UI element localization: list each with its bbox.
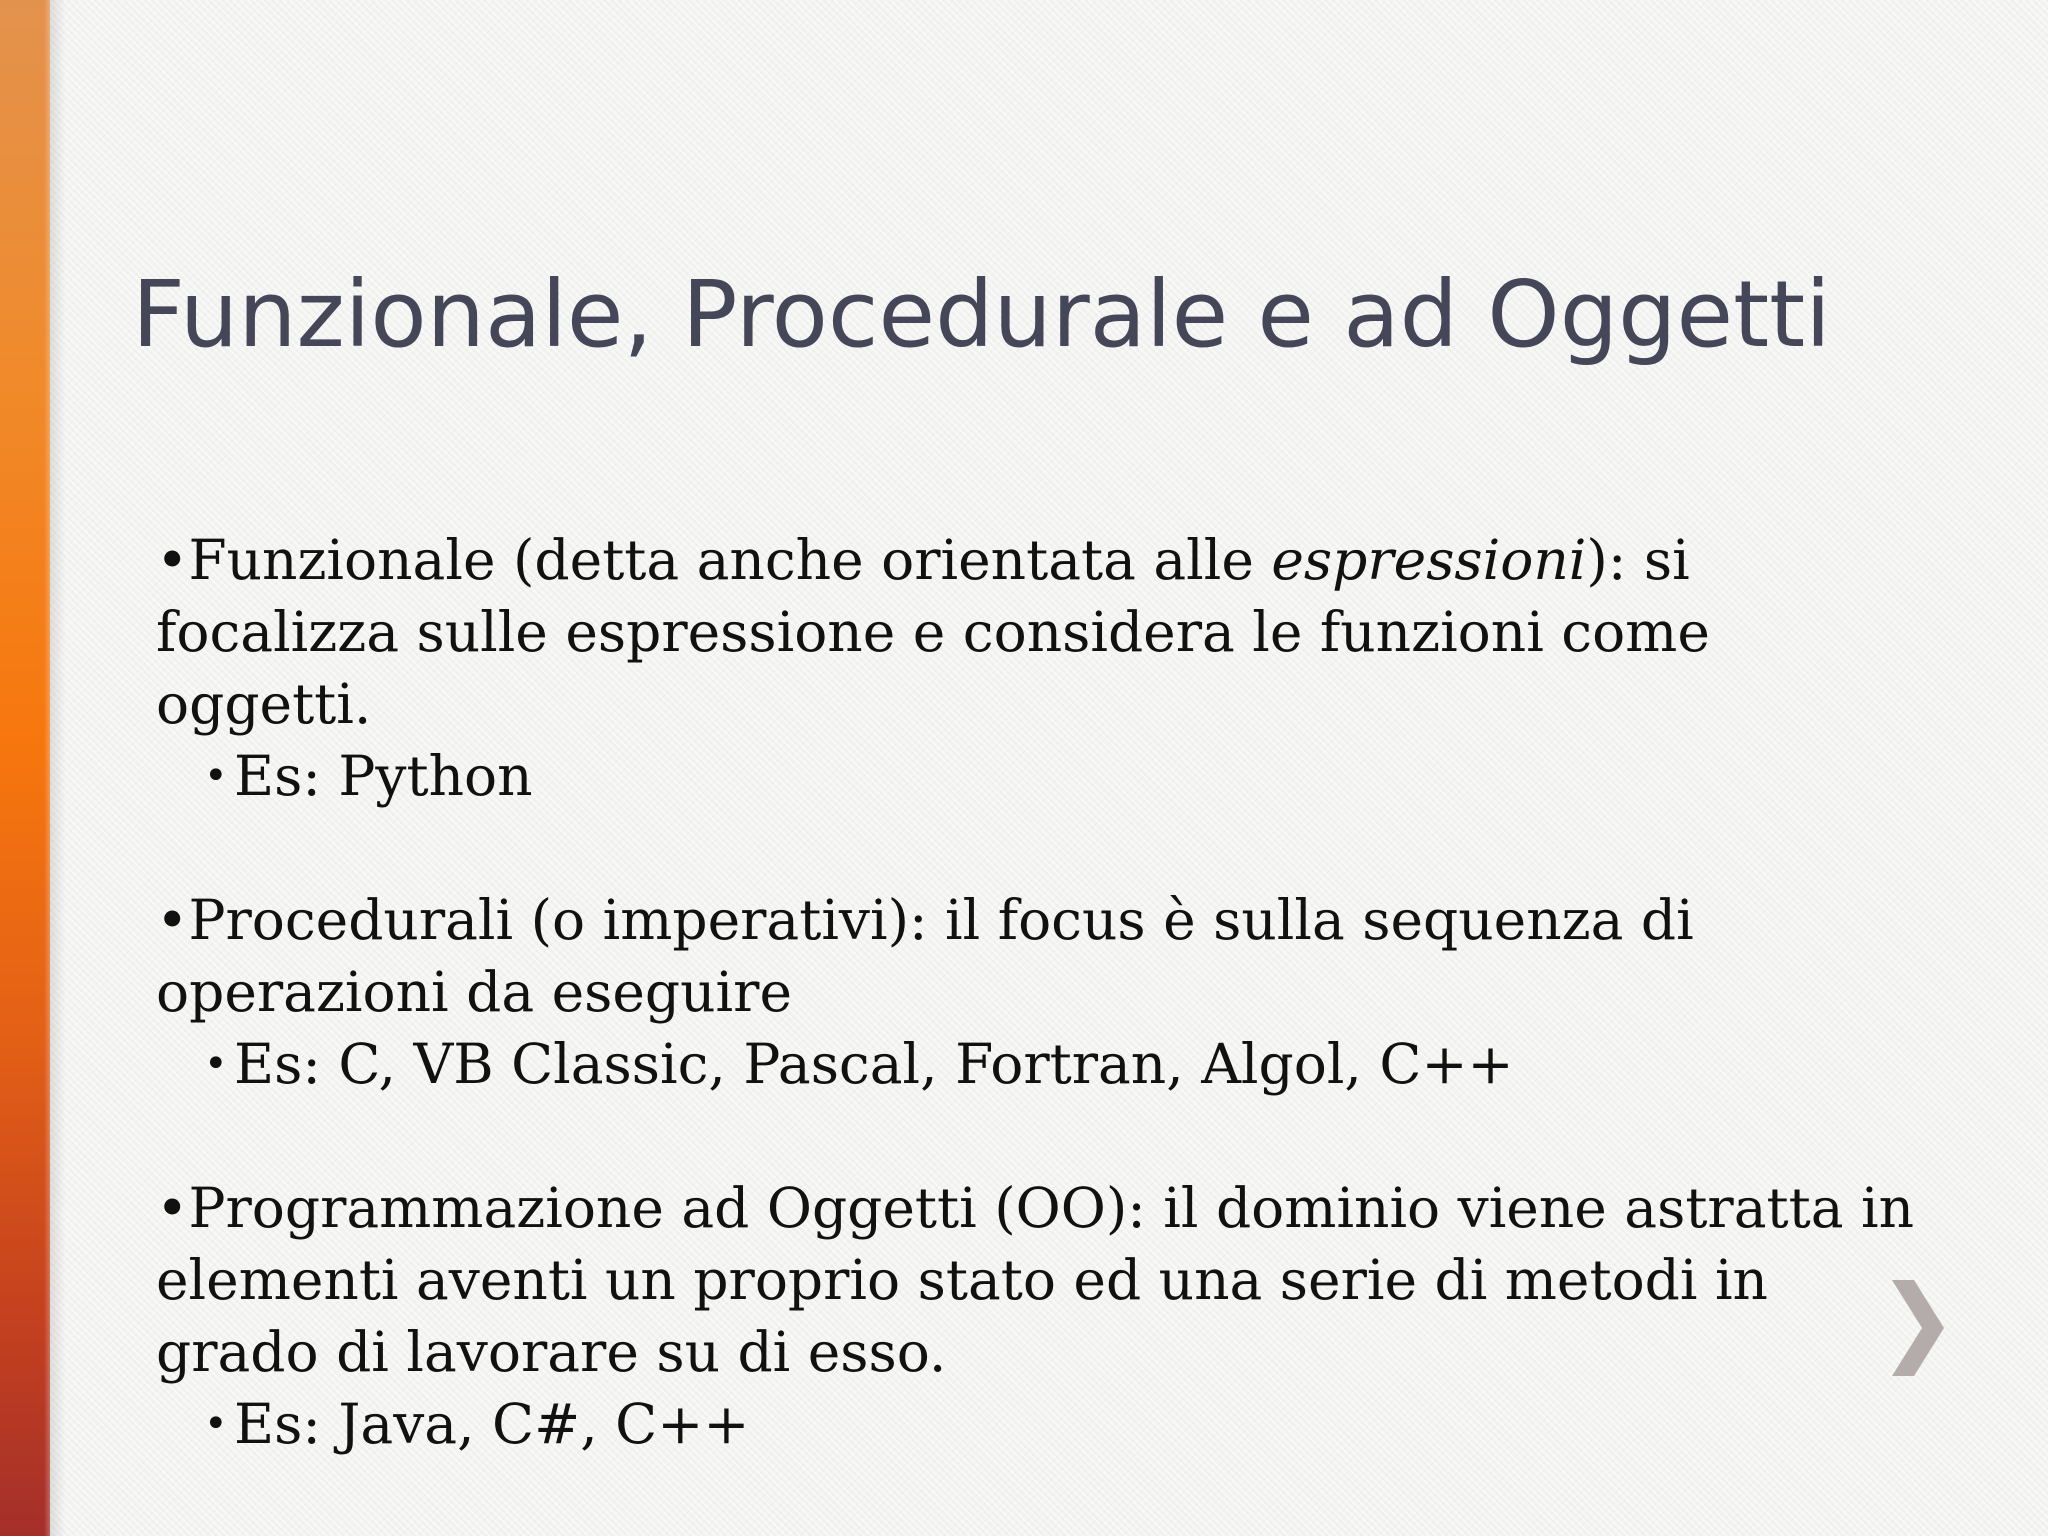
sub-bullet-oo-examples [156,1388,1936,1460]
bullet-text-continued: ): si focalizza sulle espressione e considera le funzioni come oggetti. [156,528,1710,736]
slide-title: Funzionale, Procedurale e ad Oggetti [132,261,1831,368]
bullet-marker: • [156,1176,189,1240]
slide-body [156,524,1936,1460]
sub-bullet-text: Es: Java, C#, C++ [234,1392,750,1456]
bullet-text: Programmazione ad Oggetti (OO): il dominio viene astratta in elementi aventi un proprio stato ed una serie di metodi in grado di lavorare su di esso. [156,1176,1914,1384]
spacer [156,812,1936,884]
sub-bullet-marker: • [204,1041,228,1087]
bullet-oggetti [156,1172,1936,1388]
sidebar-shadow [50,0,66,1536]
sub-bullet-text: Es: Python [234,744,533,808]
bullet-text: Procedurali (o imperativi): il focus è sulla sequenza di operazioni da eseguire [156,888,1694,1024]
bullet-procedurali [156,884,1936,1028]
sub-bullet-marker: • [204,1401,228,1447]
chevron-right-icon[interactable] [1888,1278,1948,1378]
chevron-right-icon-graphic [1888,1278,1948,1378]
bullet-funzionale [156,524,1936,740]
accent-sidebar [0,0,50,1536]
bullet-marker: • [156,888,189,952]
sub-bullet-text: Es: C, VB Classic, Pascal, Fortran, Algol, C++ [234,1032,1514,1096]
spacer [156,1100,1936,1172]
sub-bullet-python [156,740,1936,812]
bullet-text: Funzionale (detta anche orientata alle [188,528,1272,592]
chevron-shape [1892,1280,1944,1376]
sub-bullet-procedural-examples [156,1028,1936,1100]
sub-bullet-marker: • [204,753,228,799]
bullet-marker: • [156,528,189,592]
bullet-emphasis: espressioni [1271,528,1587,592]
